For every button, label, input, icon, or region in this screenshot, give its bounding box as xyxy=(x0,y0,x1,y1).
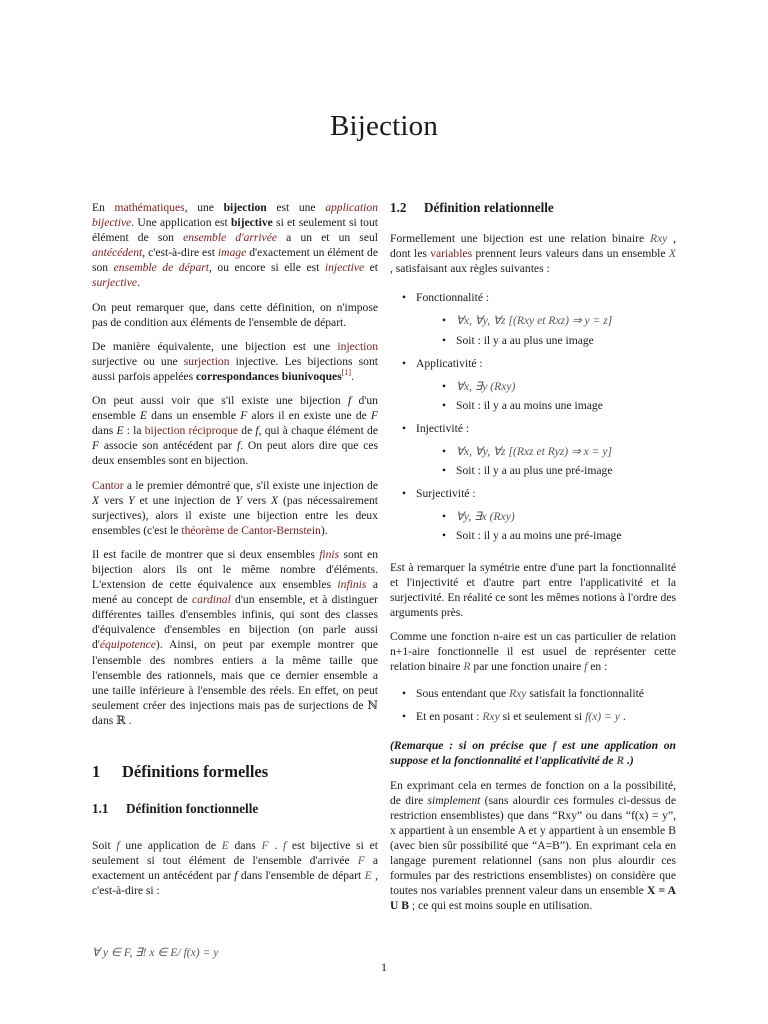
function-terms-paragraph: En exprimant cela en termes de fonction on a la possibilité, de dire simplement (sans alourdir ces formules ci-dessus de restriction ensemblistes) que dans “Rxy” ou dans “f(x) = y”, x appartient à un ensemble A et y appartient à un ensemble B (avec bien sûr possibilité que “A=B”). En exprimant cela en langage purement relationnel (sans non plus alourdir ces formules par des restrictions ensemblistes) on considère que toutes nos variables prennent valeur dans un ensemble X = A U B ; ce qui est moins souple en utilisation. xyxy=(390,778,676,913)
link-antecedent[interactable]: antécédent xyxy=(92,246,143,260)
reciprocal-paragraph: On peut aussi voir que s'il existe une bijection f d'un ensemble E dans un ensemble F alors il en existe une de F dans E : la bijection réciproque de f, qui à chaque élément de F associe son antécédent par f. On peut alors dire que ces deux ensembles sont en bijection. xyxy=(92,394,378,468)
intro-paragraph: En mathématiques, une bijection est une application bijective. Une application est bijective si et seulement si tout élément de son ensemble d'arrivée a un et un seul antécédent, c'est-à-dire est image d'exactement un élément de son ensemble de départ, ou encore si elle est injective et surjective. xyxy=(92,201,379,290)
link-injection[interactable]: injection xyxy=(337,339,378,353)
bijection-formula: ∀ y ∈ F, ∃! x ∈ E/ f(x) = y xyxy=(92,945,219,959)
link-ensemble-depart[interactable]: ensemble de départ xyxy=(113,261,210,275)
left-column xyxy=(92,200,378,960)
subsection-heading-functional: 1.1 Définition fonctionnelle xyxy=(92,801,259,817)
link-mathematiques[interactable]: mathématiques xyxy=(114,201,185,214)
remark-note: (Remarque : si on précise que f est une application on suppose et la fonctionnalité et l'applicativité de R .) xyxy=(390,739,676,768)
rule-text: • Soit : il y a au moins une pré-image xyxy=(416,528,676,543)
rule-formula: • ∀x, ∀y, ∀z [(Rxy et Rxz) ⇒ y = z] xyxy=(416,313,676,328)
link-surjection[interactable]: surjection xyxy=(183,354,230,368)
reference-link[interactable]: [1] xyxy=(341,368,352,378)
list-item: • Sous entendant que Rxy satisfait la fonctionnalité xyxy=(390,686,676,701)
symmetry-paragraph: Est à remarquer la symétrie entre d'une part la fonctionnalité et l'injectivité et d'autre part entre l'applicativité et la surjectivité. En réalité ce sont les mêmes notions à l'ordre des arguments près. xyxy=(390,560,676,619)
link-finis[interactable]: finis xyxy=(319,547,340,561)
link-cantor[interactable]: Cantor xyxy=(92,478,124,492)
link-application-bijective[interactable]: application bijective xyxy=(92,201,378,230)
link-variables[interactable]: variables xyxy=(430,247,473,261)
rule-item: • Applicativité : • ∀x, ∃y (Rxy) • Soit : il y a au moins une image xyxy=(390,356,676,413)
page-number: 1 xyxy=(381,960,387,974)
rule-formula: • ∀x, ∀y, ∀z [(Rxz et Ryz) ⇒ x = y] xyxy=(416,444,676,459)
rule-text: • Soit : il y a au moins une image xyxy=(416,398,676,413)
notation-list xyxy=(390,686,676,724)
link-bijection-reciproque[interactable]: bijection réciproque xyxy=(144,424,239,438)
link-infinis[interactable]: infinis xyxy=(337,578,367,592)
subsection-heading-relational: 1.2 Définition relationnelle xyxy=(390,200,554,215)
functional-definition-paragraph: Soit f une application de E dans F . f est bijective si et seulement si tout élément de l'ensemble d'arrivée F a exactement un antécédent par f dans l'ensemble de départ E , c'est-à-dire si : xyxy=(92,839,378,898)
section-heading-formal: 1 Définitions formelles xyxy=(92,762,269,781)
list-item: • Et en posant : Rxy si et seulement si f(x) = y . xyxy=(390,709,676,724)
equivalence-paragraph: De manière équivalente, une bijection est une injection surjective ou une surjection injective. Les bijections sont aussi parfois appelées correspondances biunivoques[1]. xyxy=(92,339,378,383)
link-surjective[interactable]: surjective xyxy=(92,276,138,290)
link-cardinal[interactable]: cardinal xyxy=(191,593,231,607)
rule-formula: • ∀x, ∃y (Rxy) xyxy=(416,379,676,394)
link-injective[interactable]: injective xyxy=(324,261,365,275)
rule-item: • Surjectivité : • ∀y, ∃x (Rxy) • Soit : il y a au moins une pré-image xyxy=(390,486,676,543)
right-column xyxy=(390,200,676,922)
relational-intro-paragraph: Formellement une bijection est une relation binaire Rxy , dont les variables prennent leurs valeurs dans un ensemble X , satisfaisant aux règles suivantes : xyxy=(390,232,676,276)
remark-paragraph: On peut remarquer que, dans cette définition, on n'impose pas de condition aux éléments de l'ensemble de départ. xyxy=(92,300,378,329)
cardinal-paragraph: Il est facile de montrer que si deux ensembles finis sont en bijection alors ils ont le même nombre d'éléments. L'extension de cette équivalence aux ensembles infinis a mené au concept de cardinal d'un ensemble, et à distinguer différentes tailles d'ensembles infinis, qui sont des classes d'équivalence d'ensembles en bijection (on parle aussi d'équipotence). Ainsi, on peut par exemple montrer que l'ensemble des nombres entiers a la même taille que l'ensemble des rationnels, mais que ce dernier ensemble a une taille inférieure à l'ensemble des réels. En effet, on peut seulement créer des injections mais pas de surjections de ℕ dans ℝ . xyxy=(92,547,379,727)
link-ensemble-arrivee[interactable]: ensemble d'arrivée xyxy=(183,231,278,245)
rule-item: • Injectivité : • ∀x, ∀y, ∀z [(Rxz et Ryz) ⇒ x = y] • Soit : il y a au plus une pré-image xyxy=(390,421,676,478)
link-cantor-bernstein[interactable]: théorème de Cantor-Bernstein xyxy=(181,523,321,537)
link-equipotence[interactable]: équipotence xyxy=(99,638,156,652)
rule-item: • Fonctionnalité : • ∀x, ∀y, ∀z [(Rxy et Rxz) ⇒ y = z] • Soit : il y a au plus une image xyxy=(390,290,676,347)
rule-text: • Soit : il y a au plus une pré-image xyxy=(416,463,676,478)
link-image[interactable]: image xyxy=(217,246,247,260)
rule-text: • Soit : il y a au plus une image xyxy=(416,333,676,348)
rule-formula: • ∀y, ∃x (Rxy) xyxy=(416,509,676,524)
rules-list xyxy=(390,290,676,543)
cantor-paragraph: Cantor a le premier démontré que, s'il existe une injection de X vers Y et une injection de Y vers X (pas nécessairement surjectives), alors il existe une bijection entre les deux ensembles (c'est le théorème de Cantor-Bernstein). xyxy=(92,478,378,537)
nary-paragraph: Comme une fonction n-aire est un cas particulier de relation n+1-aire fonctionnelle il est usuel de représenter cette relation binaire R par une fonction unaire f en : xyxy=(390,629,676,674)
page-title: Bijection xyxy=(329,110,439,142)
